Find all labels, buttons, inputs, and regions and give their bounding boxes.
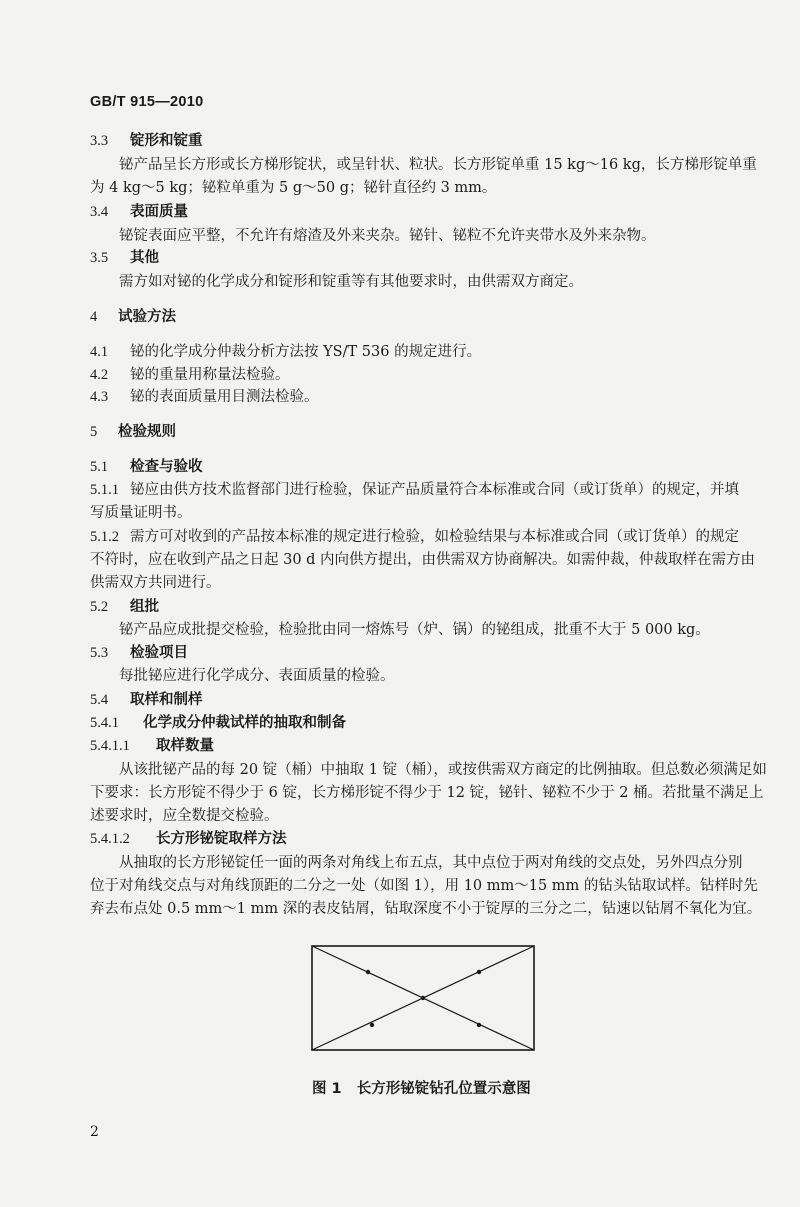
drill-point xyxy=(366,970,370,974)
item-text: 铋的表面质量用目测法检验。 xyxy=(130,389,319,405)
section-number: 3.5 xyxy=(90,250,109,266)
paragraph-line: 铋锭表面应平整，不允许有熔渣及外来夹杂。铋针、铋粒不允许夹带水及外来杂物。 xyxy=(119,228,656,244)
paragraph-line: 述要求时，应全数提交检验。 xyxy=(90,808,279,824)
section-heading-5-3 xyxy=(90,643,188,663)
item-text: 铋的重量用称量法检验。 xyxy=(130,367,290,383)
paragraph-line: 需方如对铋的化学成分和锭形和锭重等有其他要求时，由供需双方商定。 xyxy=(119,274,583,290)
drill-point xyxy=(421,996,425,1000)
section-title: 检查与验收 xyxy=(130,459,203,475)
drill-point xyxy=(477,1023,481,1027)
paragraph-line: 铋产品呈长方形或长方梯形锭状，或呈针状、粒状。长方形锭单重 15 kg～16 kg，长方梯形锭单重 xyxy=(119,157,757,173)
section-number: 5.4.1 xyxy=(90,715,119,731)
section-heading-4 xyxy=(90,307,176,327)
list-item-4-1 xyxy=(90,342,481,362)
paragraph-line: 从抽取的长方形铋锭任一面的两条对角线上布五点，其中点位于两对角线的交点处，另外四点分别 xyxy=(119,855,743,871)
section-number: 5.2 xyxy=(90,599,109,615)
paragraph-line: 从该批铋产品的每 20 锭（桶）中抽取 1 锭（桶），或按供需双方商定的比例抽取。但总数必须满足如 xyxy=(119,762,767,778)
clause-number: 5.1.1 xyxy=(90,482,119,498)
section-title: 表面质量 xyxy=(130,204,188,220)
section-title: 化学成分仲裁试样的抽取和制备 xyxy=(143,715,346,731)
list-item-4-3 xyxy=(90,387,319,407)
paragraph-line: 铋产品应成批提交检验，检验批由同一熔炼号（炉、锅）的铋组成，批重不大于 5 000 kg。 xyxy=(119,622,710,638)
paragraph-line: 写质量证明书。 xyxy=(90,505,192,521)
section-title: 试验方法 xyxy=(118,309,176,325)
section-number: 5.4.1.1 xyxy=(90,738,130,754)
section-heading-5-4 xyxy=(90,690,203,710)
drill-point xyxy=(370,1023,374,1027)
section-heading-3-5 xyxy=(90,248,159,268)
section-heading-3-3 xyxy=(90,131,203,151)
section-number: 3.3 xyxy=(90,133,109,149)
section-number: 3.4 xyxy=(90,204,109,220)
paragraph-line: 为 4 kg～5 kg；铋粒单重为 5 g～50 g；铋针直径约 3 mm。 xyxy=(90,180,497,196)
section-title: 组批 xyxy=(130,599,159,615)
section-title: 检验规则 xyxy=(118,424,176,440)
item-number: 4.1 xyxy=(90,344,109,360)
section-number: 5 xyxy=(90,424,98,440)
item-number: 4.2 xyxy=(90,367,109,383)
figure-number: 图 1 xyxy=(312,1081,342,1097)
paragraph-line: 下要求：长方形锭不得少于 6 锭，长方梯形锭不得少于 12 锭，铋针、铋粒不少于 2 桶。若批量不满足上 xyxy=(90,785,764,801)
figure-1-drilling-diagram xyxy=(311,945,535,1051)
figure-caption-text: 长方形铋锭钻孔位置示意图 xyxy=(356,1081,531,1097)
section-title: 取样数量 xyxy=(156,738,214,754)
clause-5-1-1 xyxy=(90,480,739,500)
section-title: 锭形和锭重 xyxy=(130,133,203,149)
section-number: 5.3 xyxy=(90,645,109,661)
drill-point xyxy=(477,970,481,974)
page-number: 2 xyxy=(90,1124,99,1140)
paragraph-line: 供需双方共同进行。 xyxy=(90,575,221,591)
figure-caption xyxy=(312,1077,531,1098)
section-heading-5-4-1-2 xyxy=(90,829,287,849)
paragraph-line: 不符时，应在收到产品之日起 30 d 内向供方提出，由供需双方协商解决。如需仲裁，仲裁取样在需方由 xyxy=(90,552,756,568)
section-heading-5-4-1-1 xyxy=(90,736,214,756)
section-number: 5.1 xyxy=(90,459,109,475)
clause-number: 5.1.2 xyxy=(90,529,119,545)
section-number: 5.4 xyxy=(90,692,109,708)
section-number: 4 xyxy=(90,309,98,325)
clause-5-1-2 xyxy=(90,527,739,547)
section-heading-5 xyxy=(90,422,176,442)
paragraph-line: 需方可对收到的产品按本标准的规定进行检验，如检验结果与本标准或合同（或订货单）的规定 xyxy=(130,529,739,545)
item-text: 铋的化学成分仲裁分析方法按 YS/T 536 的规定进行。 xyxy=(130,344,482,360)
item-number: 4.3 xyxy=(90,389,109,405)
section-heading-5-4-1 xyxy=(90,713,346,733)
section-heading-5-1 xyxy=(90,457,203,477)
section-heading-3-4 xyxy=(90,202,188,222)
paragraph-line: 每批铋应进行化学成分、表面质量的检验。 xyxy=(119,668,395,684)
list-item-4-2 xyxy=(90,365,290,385)
paragraph-line: 位于对角线交点与对角线顶距的二分之一处（如图 1），用 10 mm～15 mm 的钻头钻取试样。钻样时先 xyxy=(90,878,758,894)
section-title: 长方形铋锭取样方法 xyxy=(156,831,287,847)
section-title: 取样和制样 xyxy=(130,692,203,708)
section-title: 检验项目 xyxy=(130,645,188,661)
section-heading-5-2 xyxy=(90,597,159,617)
standard-code: GB/T 915—2010 xyxy=(90,94,204,110)
paragraph-line: 铋应由供方技术监督部门进行检验，保证产品质量符合本标准或合同（或订货单）的规定，并填 xyxy=(130,482,739,498)
section-title: 其他 xyxy=(130,250,159,266)
paragraph-line: 弃去布点处 0.5 mm～1 mm 深的表皮钻屑，钻取深度不小于锭厚的三分之二，钻速以钻屑不氧化为宜。 xyxy=(90,901,762,917)
section-number: 5.4.1.2 xyxy=(90,831,130,847)
